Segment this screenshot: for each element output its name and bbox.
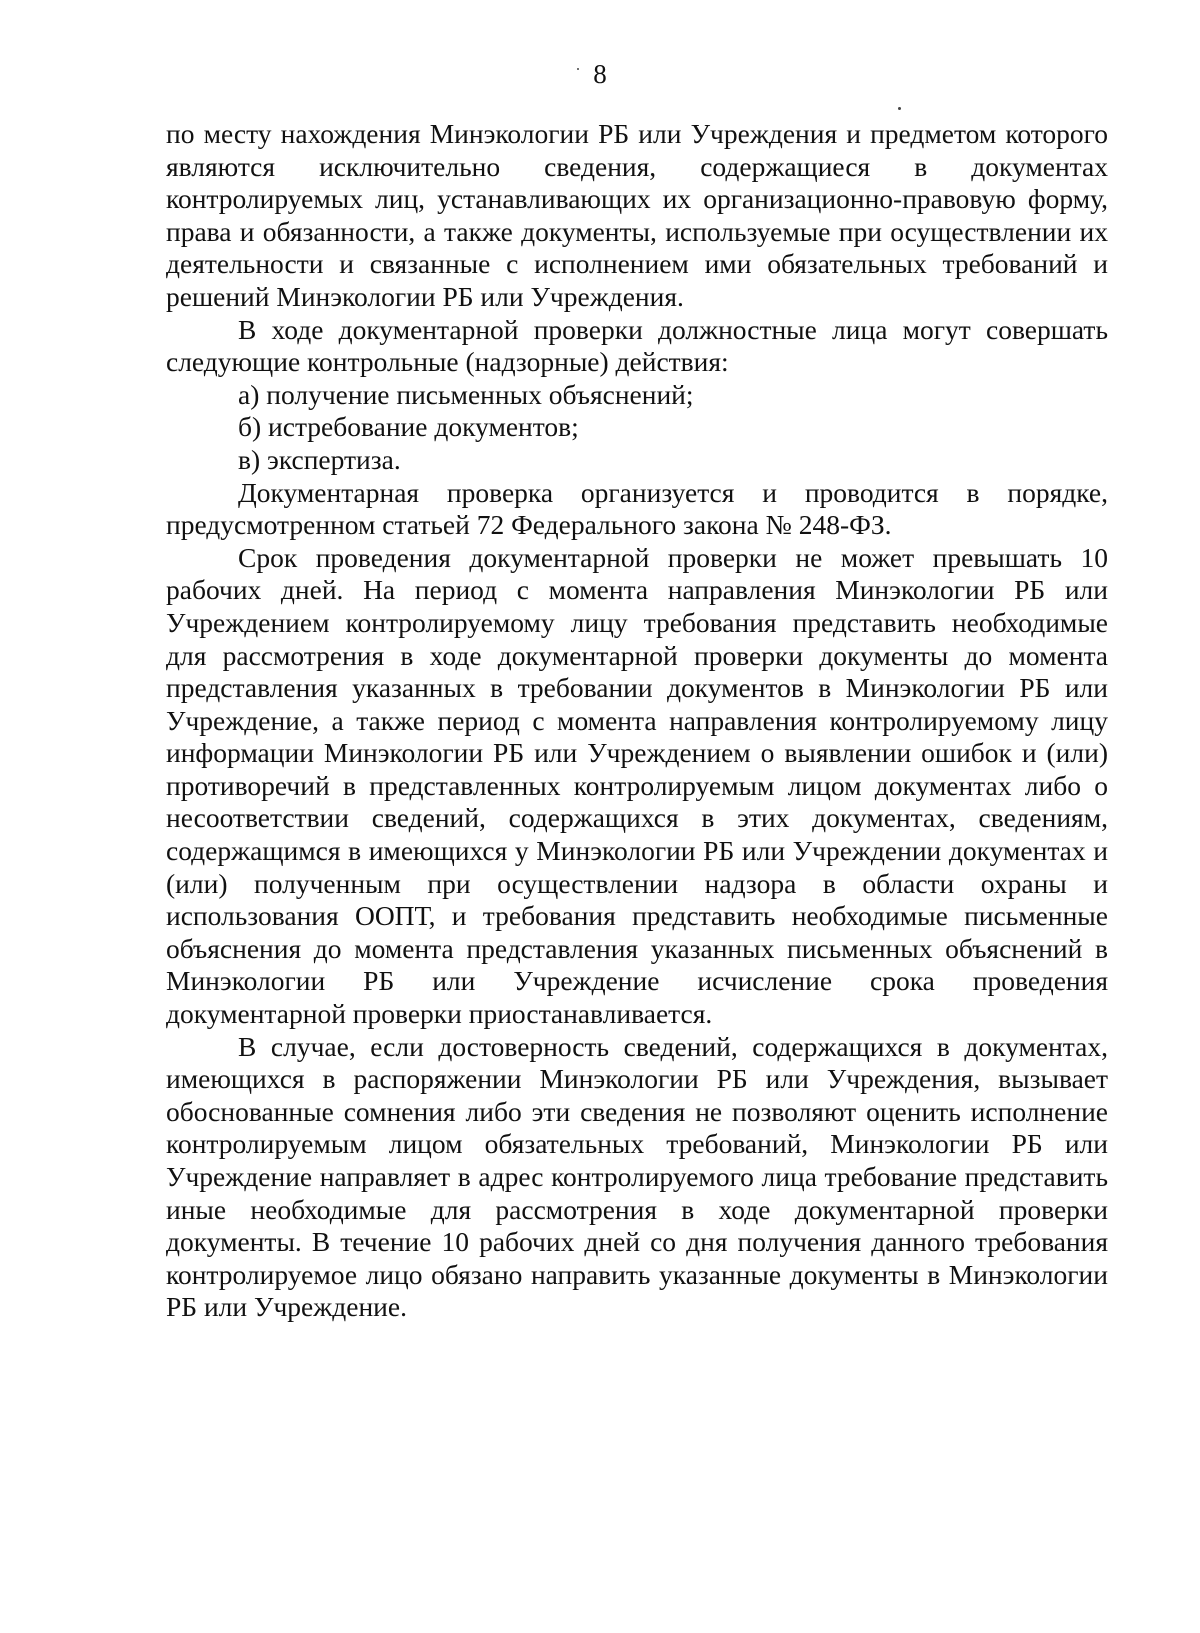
paragraph-procedure: Документарная проверка организуется и проводится в порядке, предусмотренном статьей 72 Федерального закона № 248-ФЗ. [166, 476, 1108, 541]
paragraph-doubts: В случае, если достоверность сведений, содержащихся в документах, имеющихся в распоряжении Минэкологии РБ или Учреждения, вызывает обоснованные сомнения либо эти сведения не позволяют оценить исполнение контролируемым лицом обязательных требований, Минэкологии РБ или Учреждение направляет в адрес контролируемого лица требование представить иные необходимые для рассмотрения в ходе документарной проверки документы. В течение 10 рабочих дней со дня получения данного требования контролируемое лицо обязано направить указанные документы в Минэкологии РБ или Учреждение. [166, 1030, 1108, 1323]
document-body [166, 118, 1108, 1324]
list-item-b: б) истребование документов; [238, 411, 579, 443]
scan-speck [898, 107, 901, 110]
paragraph-term: Срок проведения документарной проверки не может превышать 10 рабочих дней. На период с момента направления Минэкологии РБ или Учреждением контролируемому лицу требования представить необходимые для рассмотрения в ходе документарной проверки документы до момента представления указанных в требовании документов в Минэкологии РБ или Учреждение, а также период с момента направления контролируемому лицу информации Минэкологии РБ или Учреждением о выявлении ошибок и (или) противоречий в представленных контролируемым лицом документах либо о несоответствии сведений, содержащихся в этих документах, сведениям, содержащимся в имеющихся у Минэкологии РБ или Учреждении документах и (или) полученным при осуществлении надзора в области охраны и использования ООПТ, и требования представить необходимые письменные объяснения до момента представления указанных письменных объяснений в Минэкологии РБ или Учреждение исчисление срока проведения документарной проверки приостанавливается. [166, 541, 1108, 1030]
paragraph-actions-intro: В ходе документарной проверки должностные лица могут совершать следующие контрольные (надзорные) действия: [166, 313, 1108, 378]
list-item-c: в) экспертиза. [238, 443, 401, 475]
paragraph-continuation: по месту нахождения Минэкологии РБ или Учреждения и предметом которого являются исключительно сведения, содержащиеся в документах контролируемых лиц, устанавливающих их организационно-правовую форму, права и обязанности, а также документы, используемые при осуществлении их деятельности и связанные с исполнением ими обязательных требований и решений Минэкологии РБ или Учреждения. [166, 118, 1108, 312]
list-item-a: а) получение письменных объяснений; [238, 378, 694, 410]
scan-speck [577, 68, 579, 70]
page-number: 8 [593, 59, 607, 89]
